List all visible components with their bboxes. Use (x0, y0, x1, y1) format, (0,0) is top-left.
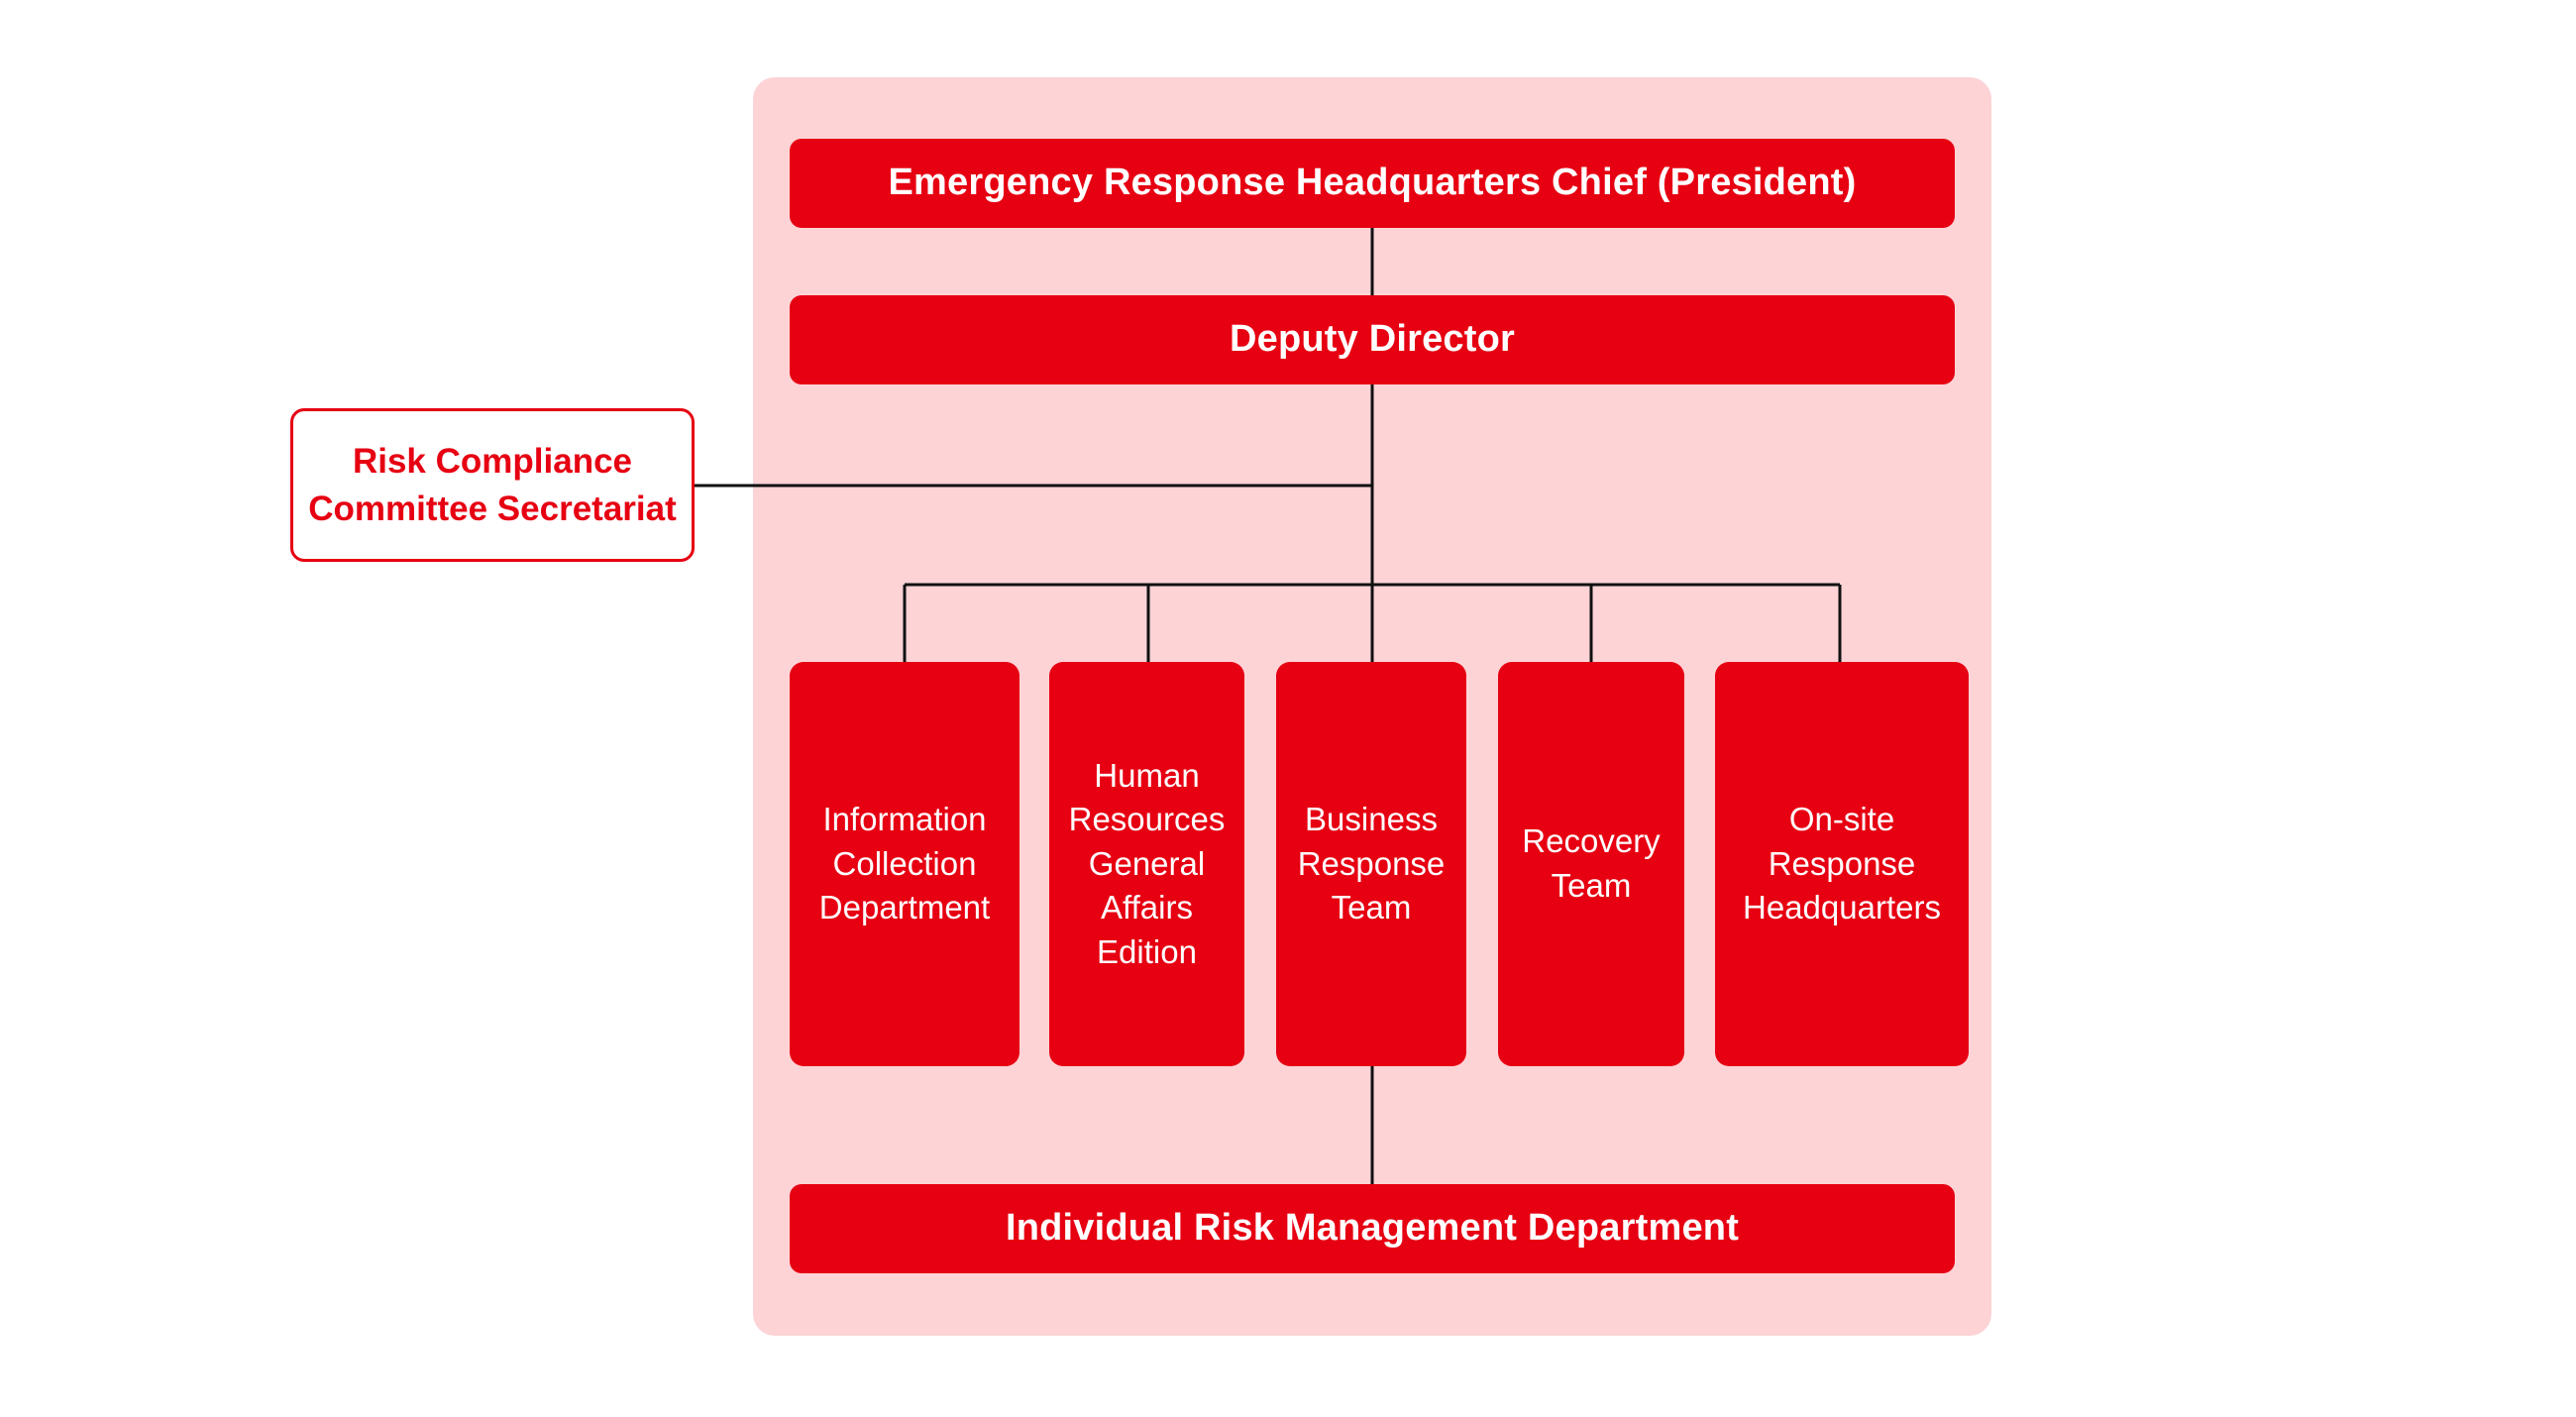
box-information-collection-department[interactable]: Information Collection Department (790, 662, 1020, 1066)
box-individual-risk-management-department[interactable]: Individual Risk Management Department (790, 1184, 1955, 1273)
box-recovery-team[interactable]: Recovery Team (1498, 662, 1684, 1066)
box-human-resources-general-affairs-edition[interactable]: Human Resources General Affairs Edition (1049, 662, 1244, 1066)
box-business-response-team[interactable]: Business Response Team (1276, 662, 1466, 1066)
callout-line-1: Risk Compliance (352, 442, 633, 482)
box-deputy-director[interactable]: Deputy Director (790, 295, 1955, 384)
box-emergency-response-headquarters-chief[interactable]: Emergency Response Headquarters Chief (President) (790, 139, 1955, 228)
box-on-site-response-headquarters[interactable]: On-site Response Headquarters (1715, 662, 1969, 1066)
callout-line-2: Committee Secretariat (308, 489, 677, 528)
callout-risk-compliance-committee-secretariat[interactable] (290, 408, 695, 562)
